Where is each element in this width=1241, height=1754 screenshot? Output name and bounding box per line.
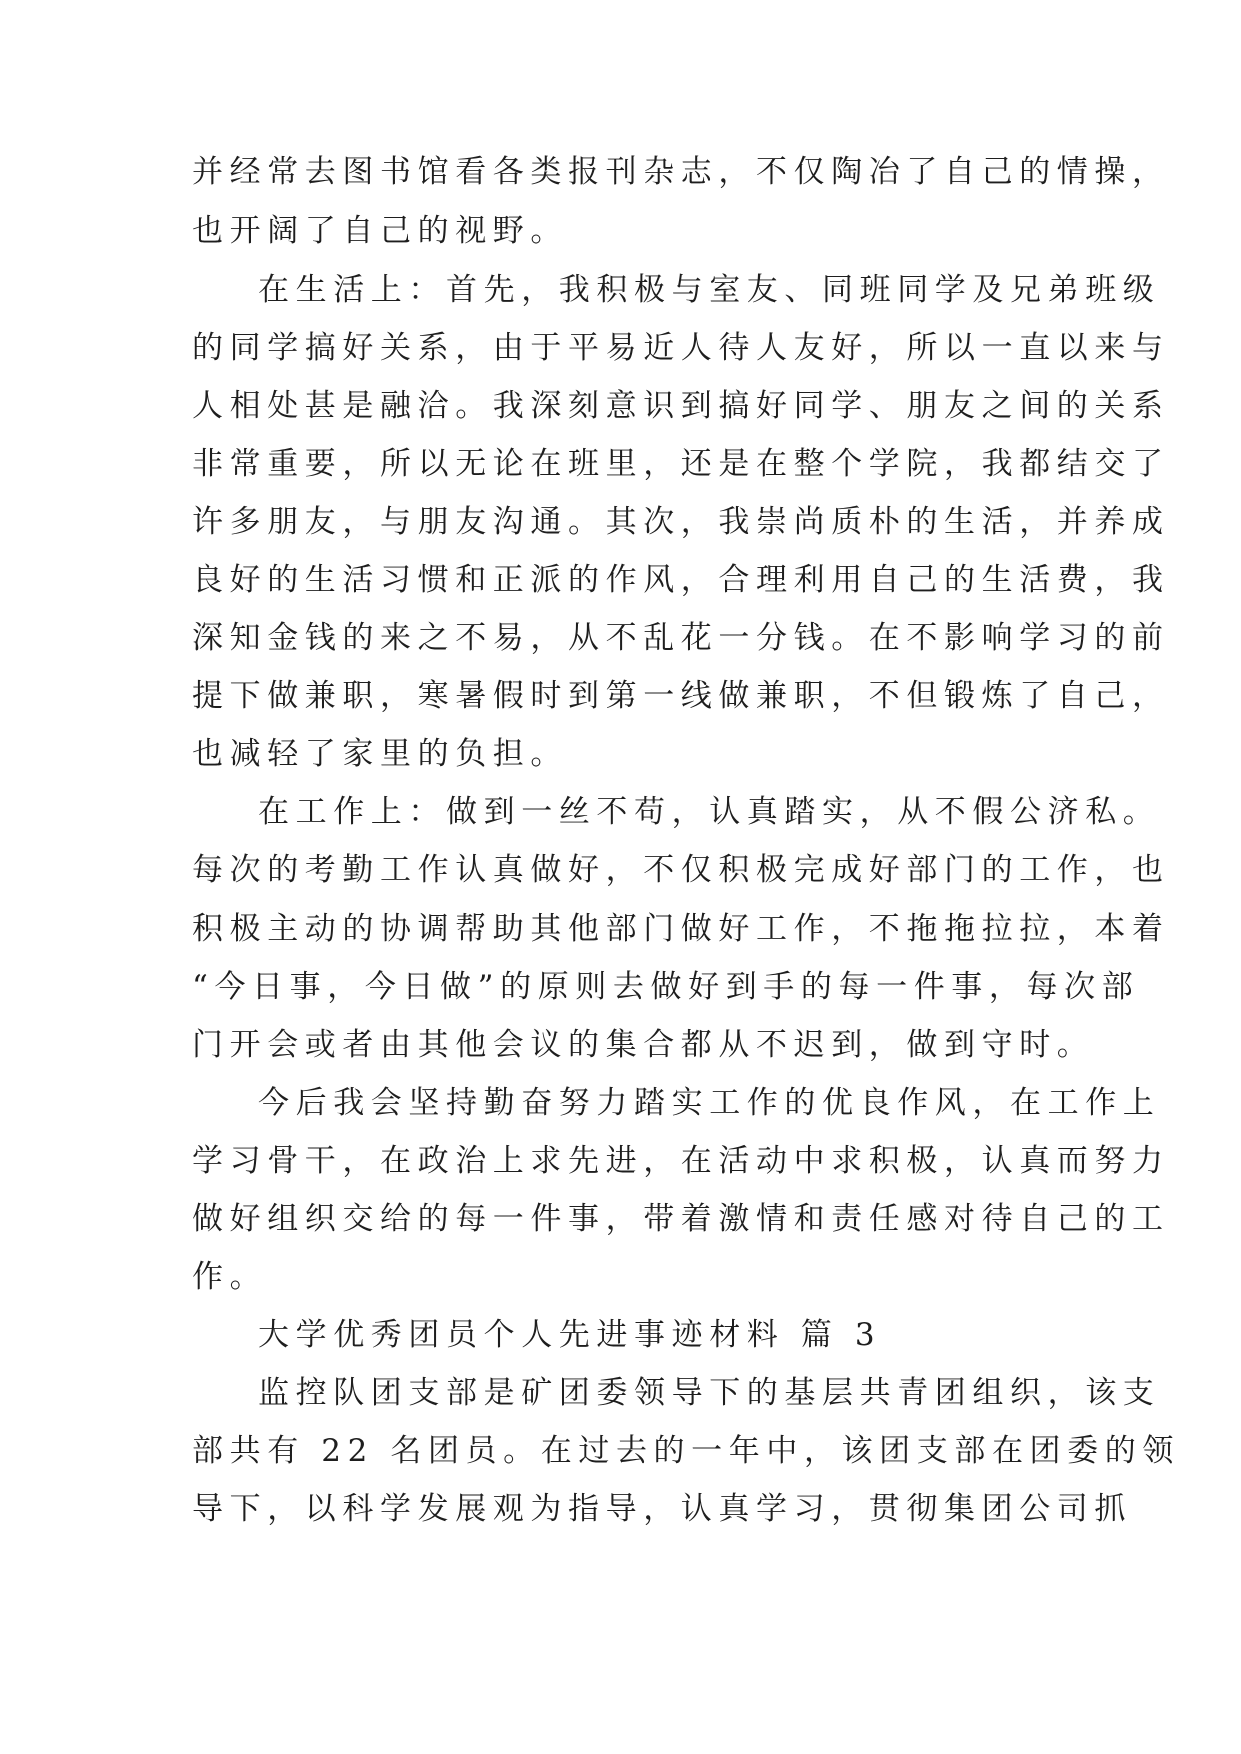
text-line: 作。	[192, 1259, 268, 1295]
text-line: 并经常去图书馆看各类报刊杂志，不仅陶冶了自己的情操，	[192, 154, 1170, 190]
text-line: 的同学搞好关系，由于平易近人待人友好，所以一直以来与	[192, 330, 1170, 366]
text-line: 许多朋友，与朋友沟通。其次，我崇尚质朴的生活，并养成	[192, 504, 1170, 540]
text-line: 每次的考勤工作认真做好，不仅积极完成好部门的工作，也	[192, 852, 1170, 888]
text-line: 学习骨干，在政治上求先进，在活动中求积极，认真而努力	[192, 1143, 1170, 1179]
section-heading: 大学优秀团员个人先进事迹材料 篇 3	[258, 1317, 882, 1353]
text-line: 门开会或者由其他会议的集合都从不迟到，做到守时。	[192, 1027, 1095, 1063]
paragraph-start: 在生活上：首先，我积极与室友、同班同学及兄弟班级	[258, 272, 1161, 308]
text-line: 深知金钱的来之不易，从不乱花一分钱。在不影响学习的前	[192, 620, 1170, 656]
paragraph-start: 监控队团支部是矿团委领导下的基层共青团组织，该支	[258, 1375, 1161, 1411]
text-line: 良好的生活习惯和正派的作风，合理利用自己的生活费，我	[192, 562, 1170, 598]
text-line: 积极主动的协调帮助其他部门做好工作，不拖拖拉拉，本着	[192, 911, 1170, 947]
text-line: 提下做兼职，寒暑假时到第一线做兼职，不但锻炼了自己，	[192, 678, 1170, 714]
text-line: 非常重要，所以无论在班里，还是在整个学院，我都结交了	[192, 446, 1170, 482]
text-line: 也开阔了自己的视野。	[192, 213, 568, 249]
paragraph-start: 今后我会坚持勤奋努力踏实工作的优良作风，在工作上	[258, 1085, 1161, 1121]
text-line: 部共有 22 名团员。在过去的一年中，该团支部在团委的领	[192, 1433, 1180, 1469]
text-line: 导下，以科学发展观为指导，认真学习，贯彻集团公司抓	[192, 1491, 1132, 1527]
text-line: 也减轻了家里的负担。	[192, 736, 568, 772]
paragraph-start: 在工作上：做到一丝不苟，认真踏实，从不假公济私。	[258, 794, 1161, 830]
text-line: “今日事，今日做”的原则去做好到手的每一件事，每次部	[192, 969, 1140, 1005]
text-line: 做好组织交给的每一件事，带着激情和责任感对待自己的工	[192, 1201, 1170, 1237]
text-line: 人相处甚是融洽。我深刻意识到搞好同学、朋友之间的关系	[192, 388, 1170, 424]
